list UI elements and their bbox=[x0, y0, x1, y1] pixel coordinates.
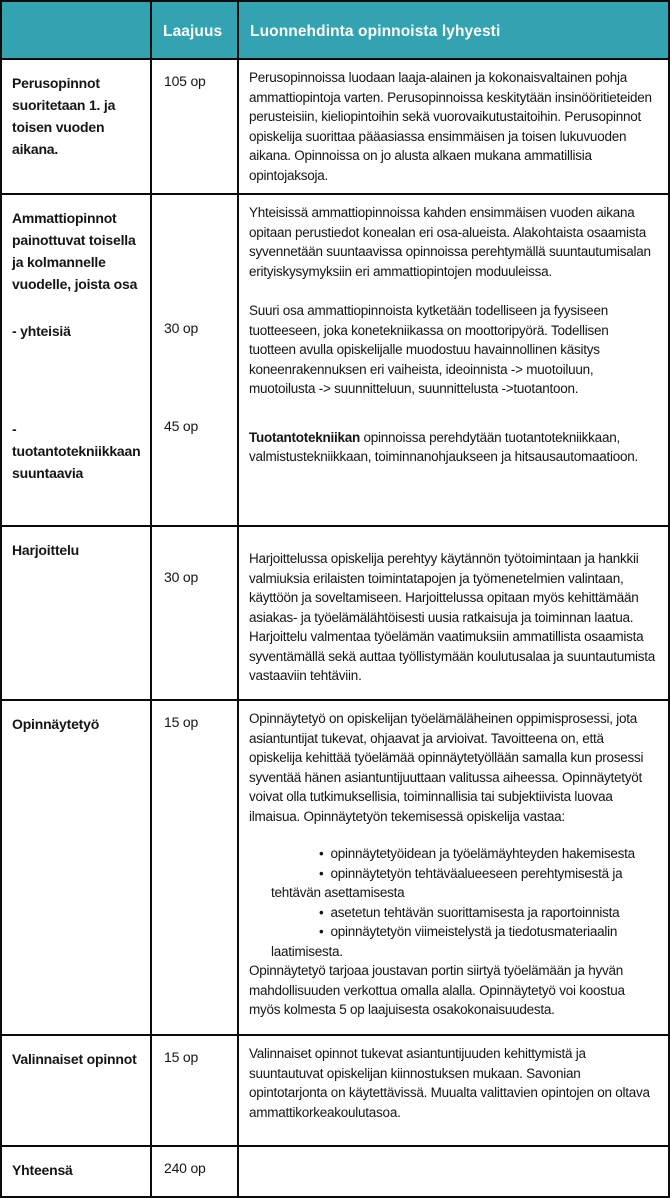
extent-value: 240 op bbox=[164, 1160, 206, 1176]
description-paragraph: Perusopinnoissa luodaan laaja-alainen ja kokonaisvaltainen pohja ammattiopintoja varten. Perusopinnoissa keskitytään insinööritieteiden perusteisiin, kieliopintoihin sekä vuorovaikutustaitoihin. Perusopinnot opiskelija suorittaa pääasiassa ensimmäisen ja toisen lukuvuoden aikana. Opinnoissa on jo alusta alkaen mukana ammatillisia opintojaksoja. bbox=[249, 70, 652, 183]
sub-item-tuotantotekniikkaan: - tuotantotekniikkaan suuntaavia bbox=[12, 421, 141, 481]
extent-value: 15 op bbox=[164, 714, 199, 730]
extent-value: 30 op bbox=[164, 569, 199, 585]
header-cell-empty bbox=[2, 2, 150, 58]
row-extent-cell bbox=[150, 701, 237, 1034]
table-row-valinnaiset bbox=[2, 1034, 668, 1145]
row-description-cell bbox=[237, 195, 668, 525]
description-paragraph: Opinnäytetyö tarjoaa joustavan portin siirtyä työelämään ja hyvän mahdollisuuden verkottua omalla alalla. Opinnäytetyö voi koostua myös kolmesta 5 op laajuisesta osakokonaisuudesta. bbox=[249, 963, 625, 1017]
description-paragraph: Suuri osa ammattiopinnoista kytketään todelliseen ja fyysiseen tuotteeseen, joka konetekniikassa on moottoripyörä. Todellisen tuotteen avulla opiskelijalle muodostuu havainnollinen käsitys koneenrakennuksen eri vaiheista, ideoinnista -> muotoiluun, muotoilusta -> suunnitteluun, suunnittelusta ->tuotantoon. bbox=[249, 303, 609, 396]
row-title: Valinnaiset opinnot bbox=[12, 1051, 137, 1067]
thesis-task-list bbox=[249, 844, 656, 961]
row-title-cell bbox=[2, 701, 150, 1034]
row-extent-cell bbox=[150, 195, 237, 525]
row-title-cell bbox=[2, 527, 150, 699]
row-title-cell bbox=[2, 1147, 150, 1196]
row-extent-cell bbox=[150, 60, 237, 193]
description-paragraph bbox=[249, 428, 656, 467]
row-description-cell bbox=[237, 701, 668, 1034]
row-description-cell bbox=[237, 1147, 668, 1196]
row-description-cell bbox=[237, 60, 668, 193]
row-title: Harjoittelu bbox=[12, 542, 80, 558]
row-extent-cell bbox=[150, 1036, 237, 1145]
table-header-row bbox=[2, 2, 668, 58]
table-row-ammattiopinnot bbox=[2, 193, 668, 525]
row-title: Perusopinnot suoritetaan 1. ja toisen vuoden aikana. bbox=[12, 75, 116, 157]
paragraph-rest-text: opinnoissa perehdytään tuotantotekniikkaan, valmistustekniikkaan, toiminnanohjaukseen ja hitsausautomaatioon. bbox=[249, 429, 638, 464]
description-paragraph: Harjoittelussa opiskelija perehtyy käytännön työtoimintaan ja hankkii valmiuksia erilaisten toimintatapojen ja työmenetelmien valintaan, käyttöön ja soveltamiseen. Harjoittelussa opitaan myös kehittämään asiakas- ja työelämälähtöisesti uusia ratkaisuja ja toiminnan laatua. Harjoittelu valmentaa työelämän vaatimuksiin ammatillista osaamista syventämällä sekä auttaa työllistymään koulutusalaa ja suuntautumista vastaaviin tehtäviin. bbox=[249, 551, 655, 683]
extent-value-suuntaavia: 45 op bbox=[164, 418, 199, 434]
list-item: • asetetun tehtävän suorittamisesta ja raportoinnista bbox=[271, 903, 656, 923]
table-row-perusopinnot bbox=[2, 58, 668, 193]
row-extent-cell bbox=[150, 527, 237, 699]
list-item: • opinnäytetyön tehtäväalueeseen perehtymisestä ja tehtävän asettamisesta bbox=[271, 864, 656, 903]
extent-value: 15 op bbox=[164, 1049, 199, 1065]
list-item: • opinnäytetyöidean ja työelämäyhteyden hakemisesta bbox=[271, 844, 656, 864]
row-description-cell bbox=[237, 1036, 668, 1145]
extent-value-yhteisia: 30 op bbox=[164, 320, 199, 336]
row-title: Yhteensä bbox=[12, 1162, 73, 1178]
header-cell-luonnehdinta bbox=[237, 2, 668, 58]
row-extent-cell bbox=[150, 1147, 237, 1196]
table-row-harjoittelu bbox=[2, 525, 668, 699]
header-cell-laajuus bbox=[150, 2, 237, 58]
table-row-yhteensa bbox=[2, 1145, 668, 1196]
row-title-cell bbox=[2, 1036, 150, 1145]
header-label-laajuus: Laajuus bbox=[163, 23, 223, 40]
header-label-luonnehdinta: Luonnehdinta opinnoista lyhyesti bbox=[250, 23, 501, 40]
description-paragraph: Opinnäytetyö on opiskelijan työelämäläheinen oppimisprosessi, jota asiantuntijat tukevat, ohjaavat ja arvioivat. Tavoitteena on, että opiskelija kehittää työelämää opinnäytetyöllään samalla kun prosessi syventää hänen asiantuntijuuttaan valitussa aiheessa. Opinnäytetyöt voivat olla tutkimuksellisia, toiminnallisia tai subjektiivista luovaa ilmaisua. Opinnäytetyön tekemisessä opiskelija vastaa: bbox=[249, 711, 644, 824]
extent-value: 105 op bbox=[164, 73, 206, 89]
row-title-cell bbox=[2, 60, 150, 193]
sub-item-yhteisia: - yhteisiä bbox=[12, 323, 71, 339]
bold-lead-text: Tuotantotekniikan bbox=[249, 429, 361, 445]
list-item: • opinnäytetyön viimeistelystä ja tiedotusmateriaalin laatimisesta. bbox=[271, 922, 656, 961]
description-paragraph: Valinnaiset opinnot tukevat asiantuntijuuden kehittymistä ja suuntautuvat opiskelijan kiinnostuksen mukaan. Savonian opintotarjonta on käytettävissä. Muualta valittavien opintojen on oltava ammattikorkeakoulutasoa. bbox=[249, 1046, 650, 1120]
row-title: Ammattiopinnot painottuvat toisella ja kolmannelle vuodelle, joista osa bbox=[12, 210, 138, 292]
row-title-cell bbox=[2, 195, 150, 525]
description-paragraph: Yhteisissä ammattiopinnoissa kahden ensimmäisen vuoden aikana opitaan perustiedot konealan eri osa-alueista. Alakohtaista osaamista syvennetään suuntaavissa opinnoissa perehtymällä suuntautumisalan erityiskysymyksiin eri ammattiopintojen moduuleissa. bbox=[249, 205, 651, 279]
row-title: Opinnäytetyö bbox=[12, 716, 100, 732]
table-row-opinnaytetyo bbox=[2, 699, 668, 1034]
row-description-cell bbox=[237, 527, 668, 699]
